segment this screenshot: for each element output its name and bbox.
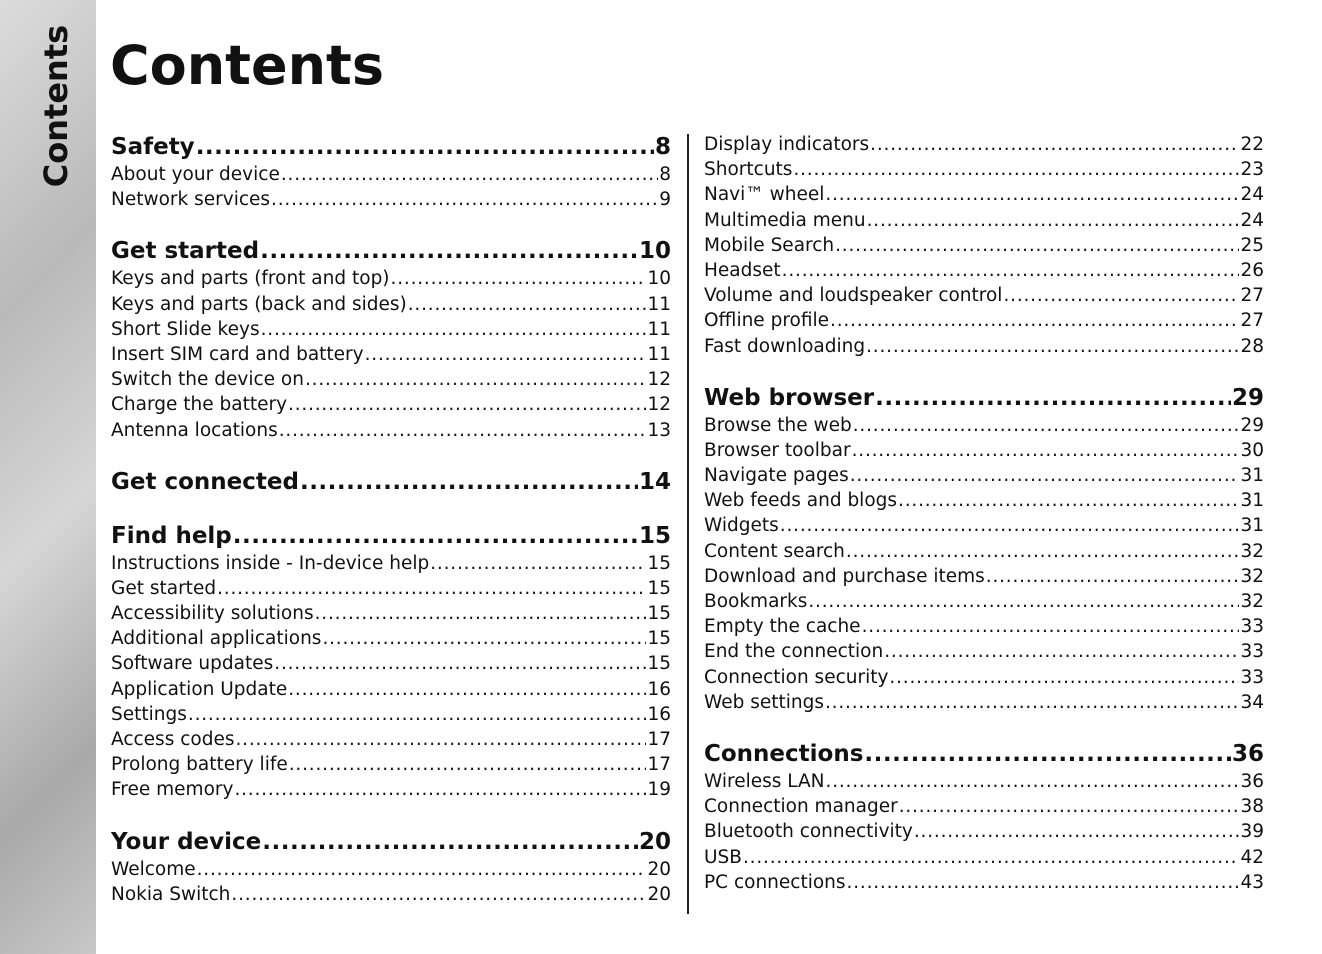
- dot-leader: [365, 342, 647, 367]
- toc-entry-title: Browse the web: [704, 414, 852, 436]
- dot-leader: [322, 626, 646, 651]
- toc-entry-title: Nokia Switch: [111, 883, 231, 905]
- toc-entry-title: Widgets: [704, 515, 779, 537]
- toc-page-number: 12: [647, 394, 671, 416]
- toc-entry[interactable]: [111, 702, 671, 727]
- toc-entry-title: Instructions inside - In-device help: [111, 552, 430, 574]
- dot-leader: [830, 308, 1239, 333]
- toc-page-number: 15: [638, 522, 671, 549]
- toc-entry[interactable]: [111, 418, 671, 443]
- side-tab-strip: [0, 0, 96, 954]
- toc-entry-title: Display indicators: [704, 134, 870, 155]
- dot-leader: [231, 882, 646, 907]
- toc-page-number: 17: [647, 729, 671, 750]
- toc-entry-title: Accessibility solutions: [111, 603, 314, 625]
- toc-entry-title: Volume and loudspeaker control: [704, 285, 1003, 307]
- toc-entry-title: Get connected: [111, 468, 299, 495]
- toc-page-number: 36: [1231, 740, 1264, 767]
- toc-entry-title: Insert SIM card and battery: [111, 343, 364, 365]
- dot-leader: [391, 266, 647, 291]
- dot-leader: [825, 690, 1239, 715]
- dot-leader: [914, 819, 1240, 844]
- dot-leader: [233, 521, 638, 551]
- toc-page-number: 24: [1240, 209, 1264, 231]
- toc-page-number: 22: [1240, 134, 1264, 155]
- toc-page-number: 10: [638, 238, 671, 265]
- toc-section: [111, 467, 671, 497]
- dot-leader: [866, 334, 1239, 359]
- dot-leader: [430, 551, 646, 576]
- dot-leader: [289, 752, 647, 777]
- toc-entry-title: Settings: [111, 703, 187, 725]
- toc-entry[interactable]: [704, 132, 1264, 157]
- toc-section: [704, 132, 1264, 359]
- toc-page-number: 23: [1240, 159, 1264, 181]
- toc-entry[interactable]: [704, 589, 1264, 614]
- toc-entry-title: Short Slide keys: [111, 318, 260, 340]
- toc-page-number: 31: [1240, 465, 1264, 487]
- dot-leader: [300, 467, 638, 497]
- toc-entry[interactable]: [704, 639, 1264, 664]
- toc-entry[interactable]: [111, 857, 671, 882]
- dot-leader: [884, 639, 1239, 664]
- toc-entry-title: Get started: [111, 238, 260, 265]
- toc-page-number: 15: [647, 603, 671, 625]
- toc-entry[interactable]: [111, 292, 671, 317]
- dot-leader: [271, 187, 658, 212]
- dot-leader: [825, 182, 1239, 207]
- toc-entry[interactable]: [704, 233, 1264, 258]
- toc-entry-title: Download and purchase items: [704, 565, 985, 587]
- dot-leader: [274, 651, 646, 676]
- dot-leader: [875, 383, 1231, 413]
- toc-entry-title: Switch the device on: [111, 369, 304, 391]
- toc-entry[interactable]: [704, 690, 1264, 715]
- toc-entry-title: Offline profile: [704, 310, 830, 332]
- dot-leader: [305, 367, 646, 392]
- dot-leader: [1003, 283, 1239, 308]
- dot-leader: [408, 292, 647, 317]
- dot-leader: [826, 769, 1240, 794]
- dot-leader: [899, 794, 1240, 819]
- toc-entry[interactable]: [704, 845, 1264, 870]
- side-tab-label: Contents: [37, 24, 75, 188]
- toc-entry[interactable]: [111, 576, 671, 601]
- dot-leader: [235, 727, 646, 752]
- toc-entry[interactable]: [111, 777, 671, 802]
- toc-entry[interactable]: [704, 182, 1264, 207]
- toc-page-number: 20: [638, 828, 671, 855]
- dot-leader: [315, 601, 647, 626]
- toc-entry[interactable]: [111, 601, 671, 626]
- toc-entry[interactable]: [111, 187, 671, 212]
- dot-leader: [852, 438, 1240, 463]
- toc-entry-title: Get started: [111, 577, 217, 599]
- toc-entry[interactable]: [704, 488, 1264, 513]
- toc-entry[interactable]: [704, 463, 1264, 488]
- toc-page-number: 14: [638, 468, 671, 495]
- toc-page-number: 11: [647, 318, 671, 340]
- toc-page-number: 8: [654, 134, 671, 160]
- dot-leader: [847, 870, 1240, 895]
- toc-entry-title: Additional applications: [111, 628, 322, 650]
- toc-entry-title: Find help: [111, 522, 232, 549]
- toc-entry-title: Wireless LAN: [704, 770, 825, 792]
- toc-page-number: 26: [1240, 259, 1264, 281]
- toc-page-number: 17: [647, 754, 671, 776]
- toc-page-number: 32: [1240, 540, 1264, 562]
- dot-leader: [281, 162, 658, 187]
- toc-entry-title: About your device: [111, 164, 280, 185]
- toc-page-number: 16: [647, 703, 671, 725]
- dot-leader: [867, 208, 1240, 233]
- toc-entry-title: Prolong battery life: [111, 754, 288, 776]
- dot-leader: [743, 845, 1239, 870]
- toc-entry[interactable]: [704, 308, 1264, 333]
- toc-entry-title: Your device: [111, 828, 262, 855]
- toc-page-number: 43: [1240, 871, 1264, 893]
- toc-entry-title: Headset: [704, 259, 781, 281]
- dot-leader: [850, 463, 1240, 488]
- toc-page-number: 31: [1240, 515, 1264, 537]
- toc-page-number: 39: [1240, 821, 1264, 843]
- toc-entry[interactable]: [704, 564, 1264, 589]
- toc-entry-title: USB: [704, 846, 742, 868]
- dot-leader: [846, 539, 1240, 564]
- toc-page-number: 19: [647, 779, 671, 801]
- toc-section-heading[interactable]: [111, 827, 671, 857]
- toc-entry[interactable]: [111, 317, 671, 342]
- toc-entry[interactable]: [111, 266, 671, 291]
- dot-leader: [793, 157, 1239, 182]
- toc-section: [704, 383, 1264, 715]
- toc-page-number: 34: [1240, 691, 1264, 713]
- toc-entry-title: Mobile Search: [704, 234, 835, 256]
- toc-entry-title: Charge the battery: [111, 394, 288, 416]
- toc-section-heading[interactable]: [111, 132, 671, 162]
- dot-leader: [279, 418, 647, 443]
- toc-entry[interactable]: [111, 392, 671, 417]
- toc-entry-title: Network services: [111, 189, 271, 211]
- toc-entry-title: Web feeds and blogs: [704, 490, 898, 512]
- toc-entry-title: Bluetooth connectivity: [704, 821, 913, 843]
- toc-page-number: 29: [1231, 384, 1264, 411]
- dot-leader: [260, 236, 638, 266]
- toc-page-number: 16: [647, 678, 671, 700]
- toc-entry[interactable]: [704, 870, 1264, 895]
- toc-entry-title: Welcome: [111, 858, 196, 880]
- toc-entry-title: Connection manager: [704, 796, 898, 818]
- toc-page-number: 20: [647, 883, 671, 905]
- toc-page-number: 15: [647, 628, 671, 650]
- toc-page-number: 27: [1240, 310, 1264, 332]
- toc-entry[interactable]: [704, 819, 1264, 844]
- toc-entry-title: Multimedia menu: [704, 209, 866, 231]
- toc-entry-title: Keys and parts (back and sides): [111, 293, 407, 315]
- toc-entry[interactable]: [704, 665, 1264, 690]
- toc-entry-title: Shortcuts: [704, 159, 793, 181]
- dot-leader: [898, 488, 1239, 513]
- toc-page-number: 30: [1240, 439, 1264, 461]
- toc-entry[interactable]: [111, 162, 671, 187]
- toc-entry[interactable]: [111, 677, 671, 702]
- column-divider: [687, 134, 689, 914]
- toc-entry-title: Web browser: [704, 384, 875, 411]
- toc-page-number: 9: [659, 189, 671, 211]
- toc-page-number: 8: [659, 164, 671, 185]
- toc-page-number: 33: [1240, 616, 1264, 638]
- toc-entry[interactable]: [111, 551, 671, 576]
- toc-entry[interactable]: [704, 208, 1264, 233]
- toc-entry[interactable]: [111, 882, 671, 907]
- dot-leader: [986, 564, 1240, 589]
- toc-right-column: [704, 132, 1264, 919]
- toc-entry[interactable]: [704, 794, 1264, 819]
- dot-leader: [196, 132, 654, 162]
- toc-entry-title: Content search: [704, 540, 845, 562]
- toc-page-number: 15: [647, 552, 671, 574]
- toc-entry-title: End the connection: [704, 641, 884, 663]
- toc-entry[interactable]: [111, 626, 671, 651]
- toc-page-number: 11: [647, 343, 671, 365]
- toc-page-number: 20: [647, 858, 671, 880]
- dot-leader: [234, 777, 646, 802]
- toc-page-number: 12: [647, 369, 671, 391]
- toc-section: [704, 739, 1264, 895]
- toc-entry-title: Free memory: [111, 779, 234, 801]
- toc-entry[interactable]: [704, 513, 1264, 538]
- toc-entry[interactable]: [704, 769, 1264, 794]
- toc-page-number: 29: [1240, 414, 1264, 436]
- toc-page-number: 11: [647, 293, 671, 315]
- page-title: Contents: [110, 34, 385, 97]
- toc-entry-title: Web settings: [704, 691, 824, 713]
- toc-entry[interactable]: [704, 157, 1264, 182]
- dot-leader: [862, 614, 1240, 639]
- toc-page-number: 32: [1240, 591, 1264, 612]
- dot-leader: [864, 739, 1231, 769]
- toc-entry-title: Antenna locations: [111, 419, 278, 441]
- toc-entry-title: PC connections: [704, 871, 846, 893]
- dot-leader: [288, 392, 646, 417]
- toc-section-heading[interactable]: [704, 739, 1264, 769]
- toc-section: [111, 236, 671, 442]
- toc-entry[interactable]: [111, 342, 671, 367]
- toc-entry-title: Application Update: [111, 678, 288, 700]
- toc-entry-title: Safety: [111, 134, 195, 160]
- toc-entry[interactable]: [704, 413, 1264, 438]
- toc-entry-title: Browser toolbar: [704, 439, 851, 461]
- toc-page-number: 31: [1240, 490, 1264, 512]
- toc-entry-title: Fast downloading: [704, 335, 866, 357]
- toc-section-heading[interactable]: [704, 383, 1264, 413]
- toc-page-number: 42: [1240, 846, 1264, 868]
- toc-section-heading[interactable]: [111, 467, 671, 497]
- toc-page-number: 28: [1240, 335, 1264, 357]
- toc-section-heading[interactable]: [111, 236, 671, 266]
- toc-page-number: 10: [647, 268, 671, 290]
- toc-entry-title: Access codes: [111, 729, 235, 750]
- toc-page-number: 38: [1240, 796, 1264, 818]
- dot-leader: [782, 258, 1240, 283]
- toc-entry[interactable]: [704, 539, 1264, 564]
- dot-leader: [197, 857, 647, 882]
- toc-page-number: 15: [647, 577, 671, 599]
- toc-entry[interactable]: [704, 334, 1264, 359]
- toc-entry[interactable]: [111, 651, 671, 676]
- dot-leader: [288, 677, 646, 702]
- toc-entry[interactable]: [111, 752, 671, 777]
- toc-page-number: 33: [1240, 641, 1264, 663]
- dot-leader: [188, 702, 647, 727]
- toc-section: [111, 827, 671, 907]
- toc-entry[interactable]: [704, 258, 1264, 283]
- toc-entry-title: Keys and parts (front and top): [111, 268, 390, 290]
- dot-leader: [780, 513, 1240, 538]
- toc-entry[interactable]: [111, 367, 671, 392]
- toc-page-number: 33: [1240, 666, 1264, 688]
- dot-leader: [853, 413, 1240, 438]
- dot-leader: [261, 317, 647, 342]
- dot-leader: [889, 665, 1239, 690]
- toc-entry[interactable]: [704, 438, 1264, 463]
- toc-section: [111, 132, 671, 212]
- toc-entry-title: Connections: [704, 740, 864, 767]
- dot-leader: [870, 132, 1239, 157]
- toc-page-number: 25: [1240, 234, 1264, 256]
- toc-entry-title: Navi™ wheel: [704, 184, 825, 206]
- toc-page-number: 36: [1240, 770, 1264, 792]
- toc-left-column: [111, 132, 671, 931]
- dot-leader: [808, 589, 1239, 614]
- toc-page-number: 24: [1240, 184, 1264, 206]
- toc-entry-title: Connection security: [704, 666, 889, 688]
- toc-page-number: 13: [647, 419, 671, 441]
- toc-page-number: 15: [647, 653, 671, 675]
- toc-entry[interactable]: [704, 283, 1264, 308]
- toc-page-number: 27: [1240, 285, 1264, 307]
- toc-entry-title: Bookmarks: [704, 591, 808, 612]
- toc-entry[interactable]: [111, 727, 671, 752]
- dot-leader: [262, 827, 638, 857]
- toc-entry-title: Navigate pages: [704, 465, 849, 487]
- toc-entry-title: Software updates: [111, 653, 274, 675]
- toc-entry[interactable]: [704, 614, 1264, 639]
- toc-page-number: 32: [1240, 565, 1264, 587]
- toc-entry-title: Empty the cache: [704, 616, 861, 638]
- side-tab: [36, 26, 76, 186]
- dot-leader: [217, 576, 646, 601]
- toc-section: [111, 521, 671, 803]
- toc-section-heading[interactable]: [111, 521, 671, 551]
- dot-leader: [835, 233, 1239, 258]
